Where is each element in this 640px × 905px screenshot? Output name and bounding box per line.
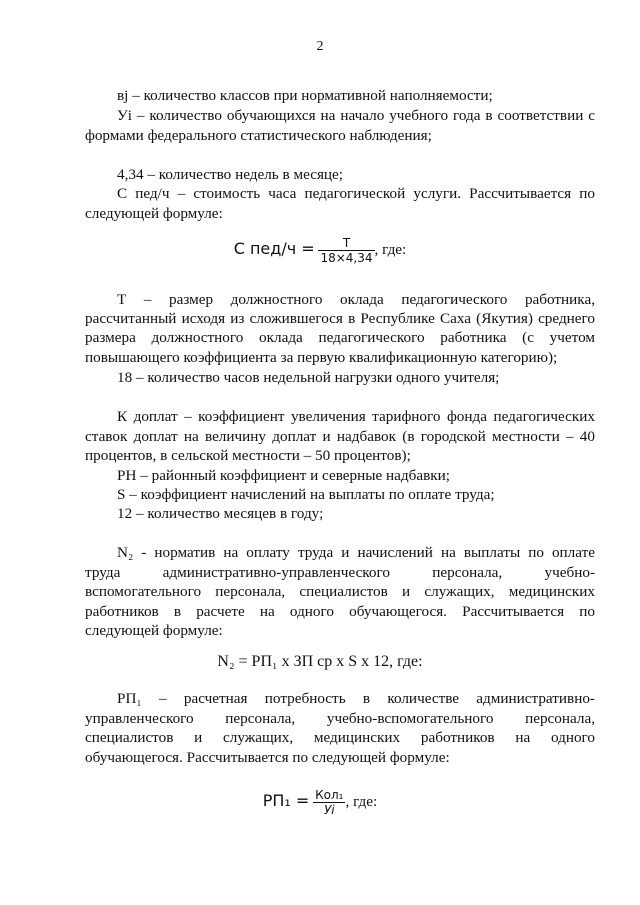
text-line: специалистов и служащих, медицинских работников на одного: [85, 729, 595, 747]
text-line: вспомогательного персонала, специалистов и служащих, медицинских: [85, 583, 595, 601]
formula-rp1: [0, 788, 640, 817]
text-line: рассчитанный исходя из сложившегося в Республике Саха (Якутия) среднего: [85, 310, 595, 327]
text-line: ставок доплат на величину доплат и надбавок (в городской местности – 40: [85, 428, 595, 445]
text-line: N₂ - норматив на оплату труда и начислений на выплаты по оплате: [117, 544, 595, 561]
text-line: следующей формуле:: [85, 205, 223, 222]
paragraph-k-cont: [85, 427, 595, 466]
text-line: Т – размер должностного оклада педагогического работника,: [117, 291, 595, 308]
formula-suffix: , где:: [374, 240, 407, 258]
formula-lhs: С пед/ч =: [233, 238, 315, 258]
text-line: процентов, в сельской местности – 50 процентов);: [85, 447, 411, 465]
formula-n2: [0, 652, 640, 671]
paragraph-yi-cont: [85, 126, 595, 145]
formula-fraction: [313, 788, 345, 817]
text-line: 12 – количество месяцев в году;: [117, 505, 324, 522]
paragraph-weeks: [117, 165, 595, 184]
paragraph-rp1-cont: [85, 709, 595, 767]
paragraph-s: [117, 485, 595, 504]
text-line: следующей формуле:: [85, 622, 223, 640]
formula-denominator: Уi: [313, 802, 345, 817]
text-line: труда административно-управленческого персонала, учебно-: [85, 564, 595, 581]
paragraph-rn: [117, 466, 595, 485]
text-line: К доплат – коэффициент увеличения тарифного фонда педагогических: [117, 408, 595, 425]
formula-cost-per-hour: [0, 236, 640, 265]
paragraph-k: [117, 407, 595, 426]
paragraph-t-cont: [85, 309, 595, 367]
formula-denominator: 18×4,34: [320, 251, 373, 265]
paragraph-rp1: [117, 689, 595, 708]
formula-numerator: Т: [342, 236, 351, 250]
formula-lhs: РП₁ =: [262, 790, 310, 810]
text-line: Уi – количество обучающихся на начало учебного года в соответствии с: [117, 107, 595, 124]
paragraph-n2: [117, 543, 595, 562]
paragraph-yi: [117, 106, 595, 125]
paragraph-t: [117, 290, 595, 309]
paragraph-n2-cont: [85, 563, 595, 641]
paragraph-cped: [117, 184, 595, 203]
text-line: РН – районный коэффициент и северные надбавки;: [117, 467, 450, 484]
text-line: управленческого персонала, учебно-вспомогательного персонала,: [85, 710, 595, 727]
text-line: размера должностного оклада педагогического работника (с учетом: [85, 329, 595, 347]
formula-text: N₂ = РП₁ х ЗП ср х S х 12, где:: [217, 653, 423, 670]
paragraph-hours: [117, 368, 595, 387]
text-line: S – коэффициент начислений на выплаты по оплате труда;: [117, 486, 495, 503]
text-line: обучающегося. Рассчитывается по следующей формуле:: [85, 748, 450, 766]
paragraph-cped-cont: [85, 204, 595, 223]
text-line: 4,34 – количество недель в месяце;: [117, 166, 344, 183]
formula-numerator: Кол₁: [315, 788, 344, 802]
text-line: вj – количество классов при нормативной наполняемости;: [117, 87, 493, 104]
text-line: работников в расчете на одного обучающегося. Рассчитывается по: [85, 602, 595, 620]
page-number: 2: [316, 39, 324, 54]
text-line: 18 – количество часов недельной нагрузки одного учителя;: [117, 369, 500, 386]
text-line: С пед/ч – стоимость часа педагогической услуги. Рассчитывается по: [117, 185, 595, 202]
formula-suffix: , где:: [345, 792, 378, 810]
text-line: формами федерального статистического наблюдения;: [85, 127, 432, 144]
formula-fraction: [318, 236, 374, 265]
paragraph-bj: [117, 86, 595, 105]
text-line: РП₁ – расчетная потребность в количестве административно-: [117, 690, 595, 707]
paragraph-months: [117, 504, 595, 523]
text-line: повышающего коэффициента за первую квалификационную категорию);: [85, 348, 558, 366]
